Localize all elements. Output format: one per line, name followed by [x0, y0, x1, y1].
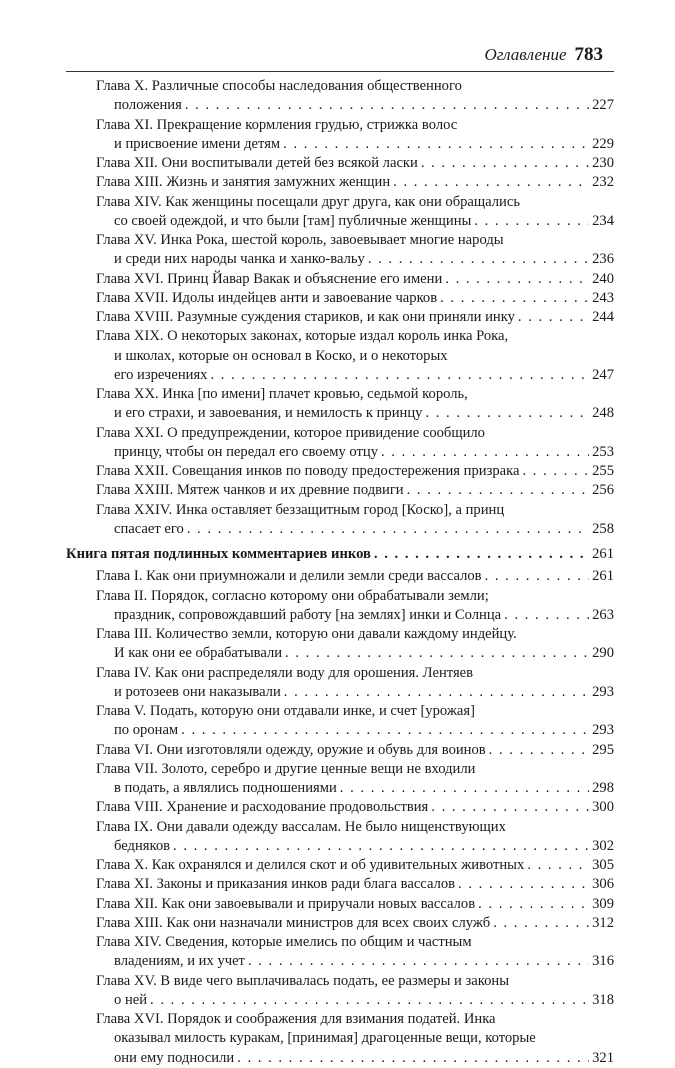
toc-entry-last-line — [96, 443, 614, 462]
toc-entry-last-line — [96, 779, 614, 798]
toc-entry-page: 247 — [592, 366, 614, 383]
toc-entry — [66, 818, 614, 857]
toc-entry-page: 305 — [592, 857, 614, 873]
toc-entry-title-line: Глава XIII. Как они назначали министров для всех своих служб — [96, 914, 491, 931]
dot-leader — [504, 606, 589, 625]
toc-entry-page: 321 — [592, 1049, 614, 1066]
toc-entry — [66, 933, 614, 972]
toc-entry-title-line: и ротозеев они наказывали — [114, 683, 281, 700]
toc-entry-last-line — [96, 520, 614, 539]
toc-entry-page: 253 — [592, 443, 614, 460]
dot-leader — [478, 895, 589, 914]
dot-leader — [474, 212, 589, 231]
toc-entry-last-line — [96, 567, 614, 586]
dot-leader — [489, 741, 589, 760]
toc-entry-last-line — [96, 212, 614, 231]
dot-leader — [485, 567, 590, 586]
toc-entry-title-line: о ней — [114, 991, 148, 1008]
toc-entry — [66, 77, 614, 116]
toc-entry-title-line: Глава V. Подать, которую они отдавали инке, и счет [урожая] — [96, 703, 475, 719]
toc-entry-title-line: владениям, и их учет — [114, 953, 245, 970]
toc-entry-last-line — [96, 856, 614, 875]
toc-entry-title-line: Глава III. Количество земли, которую они давали каждому индейцу. — [96, 626, 517, 642]
dot-leader — [445, 270, 589, 289]
toc-entry — [66, 587, 614, 626]
toc-entry — [66, 154, 614, 173]
toc-entry-title-line: Глава XI. Прекращение кормления грудью, стрижка волос — [96, 116, 458, 133]
dot-leader — [407, 481, 589, 500]
toc-entry-last-line — [96, 895, 614, 914]
toc-entry-page: 306 — [592, 876, 614, 893]
toc-entry-page: 293 — [592, 683, 614, 700]
toc-entry-title-line: Глава XVII. Идолы индейцев анти и завоевание чарков — [96, 289, 438, 306]
toc-entry — [66, 231, 614, 270]
toc-entry-last-line — [96, 135, 614, 154]
toc-entry-page: 255 — [592, 463, 614, 479]
toc-entry-last-line — [96, 606, 614, 625]
toc-book-heading — [66, 545, 614, 564]
dot-leader — [393, 173, 589, 192]
toc-entry-last-line — [96, 798, 614, 817]
dot-leader — [522, 462, 589, 481]
toc-entry-page: 234 — [592, 212, 614, 229]
toc-entry-last-line — [96, 644, 614, 663]
toc-entry-last-line — [96, 173, 614, 192]
toc-entry — [66, 308, 614, 327]
toc-entry-title-line: Глава XXIII. Мятеж чанков и их древние подвиги — [96, 482, 404, 499]
toc-entry-last-line — [96, 404, 614, 423]
toc-entry-page: 290 — [592, 645, 614, 662]
toc-entry — [66, 625, 614, 664]
toc-entry-title-line: Глава XIV. Сведения, которые имелись по общим и частным — [96, 934, 472, 950]
toc-entry — [66, 702, 614, 741]
toc-entry — [66, 741, 614, 760]
toc-entry-title-line: его изречениях — [114, 366, 208, 383]
toc-entry-title-line: Глава XV. В виде чего выплачивалась подать, ее размеры и законы — [96, 972, 510, 989]
toc-entry-title-line: Глава IX. Они давали одежду вассалам. Не было нищенствующих — [96, 818, 506, 835]
toc-entry-title-line: Глава I. Как они приумножали и делили земли среди вассалов — [96, 568, 482, 585]
toc-entry — [66, 173, 614, 192]
toc-entry-title-line: и школах, которые он основал в Коско, и о некоторых — [114, 347, 448, 364]
toc-entry-last-line — [96, 1049, 614, 1068]
toc-entry-last-line — [96, 481, 614, 500]
toc-entry-page: 309 — [592, 895, 614, 912]
dot-leader — [185, 96, 589, 115]
dot-leader — [431, 798, 589, 817]
toc-entry-page: 244 — [592, 309, 614, 325]
dot-leader — [425, 404, 589, 423]
toc-entry-title-line: со своей одеждой, и что были [там] публичные женщины — [114, 212, 472, 229]
toc-entry-last-line — [96, 462, 614, 481]
header-rule — [66, 71, 614, 72]
dot-leader — [150, 991, 589, 1010]
dot-leader — [458, 875, 589, 894]
toc-entry-last-line — [96, 366, 614, 385]
toc-entry — [66, 193, 614, 232]
dot-leader — [248, 952, 589, 971]
toc-entry — [66, 116, 614, 155]
toc-entry-title-line: по оронам — [114, 722, 179, 739]
toc-entry-last-line — [96, 875, 614, 894]
toc-entry-page: 227 — [592, 97, 614, 114]
toc-entry — [66, 798, 614, 817]
toc-entry-last-line — [96, 837, 614, 856]
toc-entry-title-line: Глава XVI. Порядок и соображения для взимания податей. Инка — [96, 1011, 496, 1027]
toc-entry-title-line: принцу, чтобы он передал его своему отцу — [114, 443, 378, 460]
dot-leader — [284, 683, 589, 702]
dot-leader — [210, 366, 589, 385]
toc-entry-page: 318 — [592, 991, 614, 1008]
toc-entry-title-line: И как они ее обрабатывали — [114, 645, 283, 662]
toc-entry — [66, 972, 614, 1011]
toc-entry — [66, 327, 614, 385]
toc-entry-last-line — [96, 721, 614, 740]
toc-entry-page: 258 — [592, 520, 614, 537]
toc-entry-title-line: Книга пятая подлинных комментариев инков — [66, 546, 371, 562]
toc-entry-page: 261 — [592, 568, 614, 585]
dot-leader — [374, 545, 589, 564]
toc-entry-last-line — [96, 952, 614, 971]
toc-entry-page: 261 — [592, 546, 614, 562]
dot-leader — [237, 1049, 589, 1068]
toc-entry-last-line — [96, 270, 614, 289]
toc-entry-page: 316 — [592, 953, 614, 970]
dot-leader — [340, 779, 589, 798]
toc-entry-title-line: Глава XVI. Принц Йавар Вакак и объяснение его имени — [96, 270, 443, 287]
toc-entry — [66, 856, 614, 875]
toc-entry-last-line — [96, 308, 614, 327]
toc-entry-title-line: Глава XXII. Совещания инков по поводу предостережения призрака — [96, 463, 520, 479]
dot-leader — [421, 154, 589, 173]
toc-entry — [66, 385, 614, 424]
toc-entry-title-line: и среди них народы чанка и ханко-вальу — [114, 251, 365, 268]
toc-entry — [66, 270, 614, 289]
toc-entry-title-line: Глава XII. Как они завоевывали и приручали новых вассалов — [96, 895, 476, 912]
toc-entry-title-line: Глава II. Порядок, согласно которому они обрабатывали земли; — [96, 587, 489, 604]
toc-entry-page: 300 — [592, 799, 614, 816]
toc-entry-title-line: бедняков — [114, 837, 171, 854]
dot-leader — [381, 443, 589, 462]
toc-entry-page: 256 — [592, 482, 614, 499]
dot-leader — [493, 914, 589, 933]
toc-entry-title-line: Глава XII. Они воспитывали детей без всякой ласки — [96, 155, 418, 171]
toc-entry-title-line: Глава XIII. Жизнь и занятия замужних женщин — [96, 174, 391, 191]
toc-entry — [66, 895, 614, 914]
toc-entry-title-line: Глава IV. Как они распределяли воду для орошения. Лентяев — [96, 664, 474, 681]
toc-entry-last-line — [66, 545, 614, 564]
toc-entry-page: 240 — [592, 270, 614, 287]
dot-leader — [527, 856, 589, 875]
toc-entry-title-line: Глава VIII. Хранение и расходование продовольствия — [96, 799, 429, 816]
table-of-contents — [66, 77, 614, 1068]
toc-entry — [66, 875, 614, 894]
toc-entry-page: 248 — [592, 405, 614, 422]
toc-entry-title-line: Глава XX. Инка [по имени] плачет кровью, седьмой король, — [96, 386, 468, 402]
toc-entry-title-line: Глава XXIV. Инка оставляет беззащитным город [Коско], а принц — [96, 501, 505, 518]
dot-leader — [440, 289, 589, 308]
toc-entry-title-line: Глава X. Различные способы наследования общественного — [96, 78, 462, 94]
toc-entry-title-line: оказывал милость куракам, [принимая] драгоценные вещи, которые — [114, 1030, 536, 1047]
toc-entry — [66, 1010, 614, 1068]
toc-entry-last-line — [96, 250, 614, 269]
dot-leader — [285, 644, 589, 663]
toc-entry-page: 312 — [592, 914, 614, 931]
toc-entry-title-line: Глава XV. Инка Рока, шестой король, завоевывает многие народы — [96, 232, 504, 248]
toc-entry-title-line: Глава XVIII. Разумные суждения стариков, и как они приняли инку — [96, 309, 515, 325]
toc-entry-title-line: Глава VII. Золото, серебро и другие ценные вещи не входили — [96, 760, 476, 777]
dot-leader — [283, 135, 589, 154]
toc-entry-page: 263 — [592, 606, 614, 623]
toc-entry-page: 293 — [592, 722, 614, 739]
toc-entry — [66, 567, 614, 586]
toc-entry-last-line — [96, 991, 614, 1010]
dot-leader — [181, 721, 589, 740]
toc-entry-title-line: спасает его — [114, 520, 184, 537]
dot-leader — [368, 250, 589, 269]
page-number: 783 — [574, 44, 603, 65]
toc-entry-title-line: и присвоение имени детям — [114, 135, 281, 152]
dot-leader — [518, 308, 589, 327]
toc-entry-page: 232 — [592, 174, 614, 191]
toc-entry-page: 243 — [592, 289, 614, 306]
toc-entry — [66, 914, 614, 933]
toc-entry-last-line — [96, 914, 614, 933]
toc-entry-page: 230 — [592, 155, 614, 171]
toc-entry-page: 302 — [592, 837, 614, 854]
toc-entry-page: 298 — [592, 780, 614, 796]
running-header-section: Оглавление — [484, 45, 567, 64]
toc-entry — [66, 462, 614, 481]
toc-entry-title-line: они ему подносили — [114, 1049, 235, 1066]
toc-entry-last-line — [96, 741, 614, 760]
toc-entry-page: 229 — [592, 135, 614, 152]
toc-entry-last-line — [96, 96, 614, 115]
toc-entry-title-line: Глава VI. Они изготовляли одежду, оружие и обувь для воинов — [96, 741, 486, 758]
toc-entry-last-line — [96, 683, 614, 702]
toc-entry — [66, 289, 614, 308]
toc-entry-title-line: Глава XI. Законы и приказания инков ради блага вассалов — [96, 876, 456, 893]
toc-entry — [66, 760, 614, 799]
toc-entry-title-line: положения — [114, 97, 182, 114]
toc-entry-title-line: в подать, а являлись подношениями — [114, 780, 337, 796]
toc-entry-last-line — [96, 289, 614, 308]
toc-entry-last-line — [96, 154, 614, 173]
dot-leader — [187, 520, 589, 539]
toc-entry — [66, 501, 614, 540]
toc-entry — [66, 664, 614, 703]
toc-entry-title-line: Глава XIV. Как женщины посещали друг друга, как они обращались — [96, 193, 520, 210]
toc-entry-title-line: Глава XXI. О предупреждении, которое привидение сообщило — [96, 424, 485, 441]
toc-entry-title-line: Глава XIX. О некоторых законах, которые издал король инка Рока, — [96, 328, 509, 345]
dot-leader — [173, 837, 589, 856]
toc-entry-title-line: и его страхи, и завоевания, и немилость к принцу — [114, 405, 423, 422]
toc-entry-page: 295 — [592, 741, 614, 758]
toc-entry — [66, 481, 614, 500]
toc-entry-title-line: Глава X. Как охранялся и делился скот и об удивительных животных — [96, 857, 525, 873]
running-header — [484, 44, 603, 66]
toc-entry — [66, 424, 614, 463]
toc-entry-page: 236 — [592, 251, 614, 268]
toc-entry-title-line: праздник, сопровождавший работу [на землях] инки и Солнца — [114, 606, 502, 623]
